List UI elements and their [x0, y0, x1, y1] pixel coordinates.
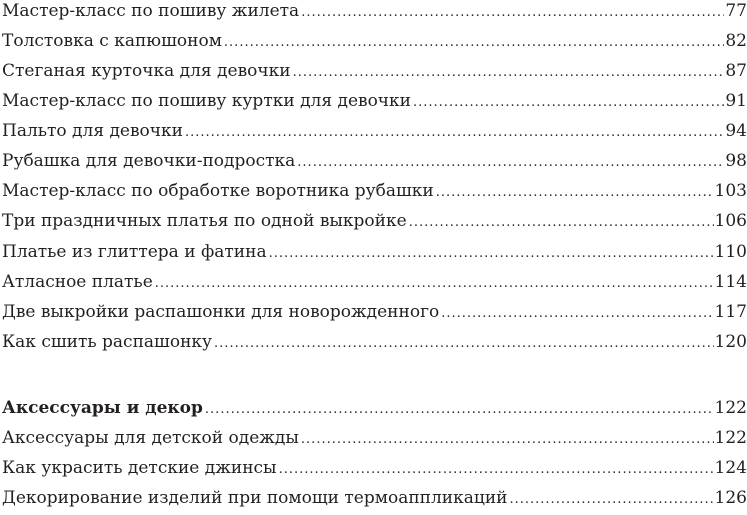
toc-entry — [2, 116, 747, 146]
toc-entry-title: Мастер-класс по обработке воротника рубашки — [2, 181, 434, 201]
toc-entry — [2, 206, 747, 236]
toc-entry-title: Как украсить детские джинсы — [2, 458, 277, 478]
toc-entry — [2, 423, 747, 453]
toc-entry-page: 98 — [725, 151, 747, 171]
toc-entry — [2, 483, 747, 513]
dot-leader — [297, 148, 724, 178]
dot-leader — [436, 178, 714, 208]
toc-entry — [2, 0, 747, 26]
toc-entry — [2, 56, 747, 86]
toc-entry — [2, 267, 747, 297]
dot-leader — [224, 28, 724, 58]
toc-entry-page: 110 — [714, 242, 747, 262]
toc-entry-title: Платье из глиттера и фатина — [2, 242, 267, 262]
toc-entry-page: 82 — [725, 31, 747, 51]
toc-entry-page: 124 — [714, 458, 747, 478]
dot-leader — [441, 299, 713, 329]
dot-leader — [279, 455, 714, 485]
toc-entry-title: Стеганая курточка для девочки — [2, 61, 291, 81]
toc-entry-page: 126 — [714, 488, 747, 508]
toc-entry-page: 103 — [714, 181, 747, 201]
toc-entry-title: Как сшить распашонку — [2, 332, 213, 352]
toc-entry-page: 106 — [714, 211, 747, 231]
dot-leader — [301, 425, 714, 455]
dot-leader — [214, 329, 714, 359]
dot-leader — [510, 485, 714, 515]
dot-leader — [155, 269, 714, 299]
toc-entry — [2, 146, 747, 176]
toc-entry-page: 91 — [725, 91, 747, 111]
toc-entry — [2, 26, 747, 56]
toc-entry-title: Декорирование изделий при помощи термоаппликаций — [2, 488, 508, 508]
toc-entry-title: Три праздничных платья по одной выкройке — [2, 211, 407, 231]
toc-entry-title: Пальто для девочки — [2, 121, 183, 141]
toc-entry — [2, 297, 747, 327]
toc-entry-page: 87 — [725, 61, 747, 81]
toc-entry-title: Рубашка для девочки-подростка — [2, 151, 296, 171]
dot-leader — [413, 88, 724, 118]
dot-leader — [301, 0, 724, 28]
toc-entry-title: Мастер-класс по пошиву жилета — [2, 1, 300, 21]
toc-entry-page: 117 — [714, 302, 747, 322]
toc-entry — [2, 176, 747, 206]
dot-leader — [293, 58, 725, 88]
toc-entry-title: Толстовка с капюшоном — [2, 31, 222, 51]
toc-section-page: 122 — [714, 398, 747, 418]
toc-section-heading — [2, 393, 747, 423]
toc-entry-page: 77 — [725, 1, 747, 21]
toc-entry — [2, 237, 747, 267]
toc-entry — [2, 86, 747, 116]
toc-entry-page: 114 — [714, 272, 747, 292]
dot-leader — [409, 208, 714, 238]
toc-entry-title: Мастер-класс по пошиву куртки для девочки — [2, 91, 412, 111]
toc-entry-page: 122 — [714, 428, 747, 448]
toc-entry-title: Две выкройки распашонки для новорожденного — [2, 302, 440, 322]
dot-leader — [185, 118, 724, 148]
toc-section-title: Аксессуары и декор — [2, 398, 203, 418]
toc-entry-page: 94 — [725, 121, 747, 141]
toc-entry-page: 120 — [714, 332, 747, 352]
toc-entry-title: Атласное платье — [2, 272, 153, 292]
toc-entry — [2, 327, 747, 357]
dot-leader — [205, 395, 714, 425]
toc-entry-title: Аксессуары для детской одежды — [2, 428, 299, 448]
toc-entry — [2, 453, 747, 483]
dot-leader — [269, 239, 714, 269]
